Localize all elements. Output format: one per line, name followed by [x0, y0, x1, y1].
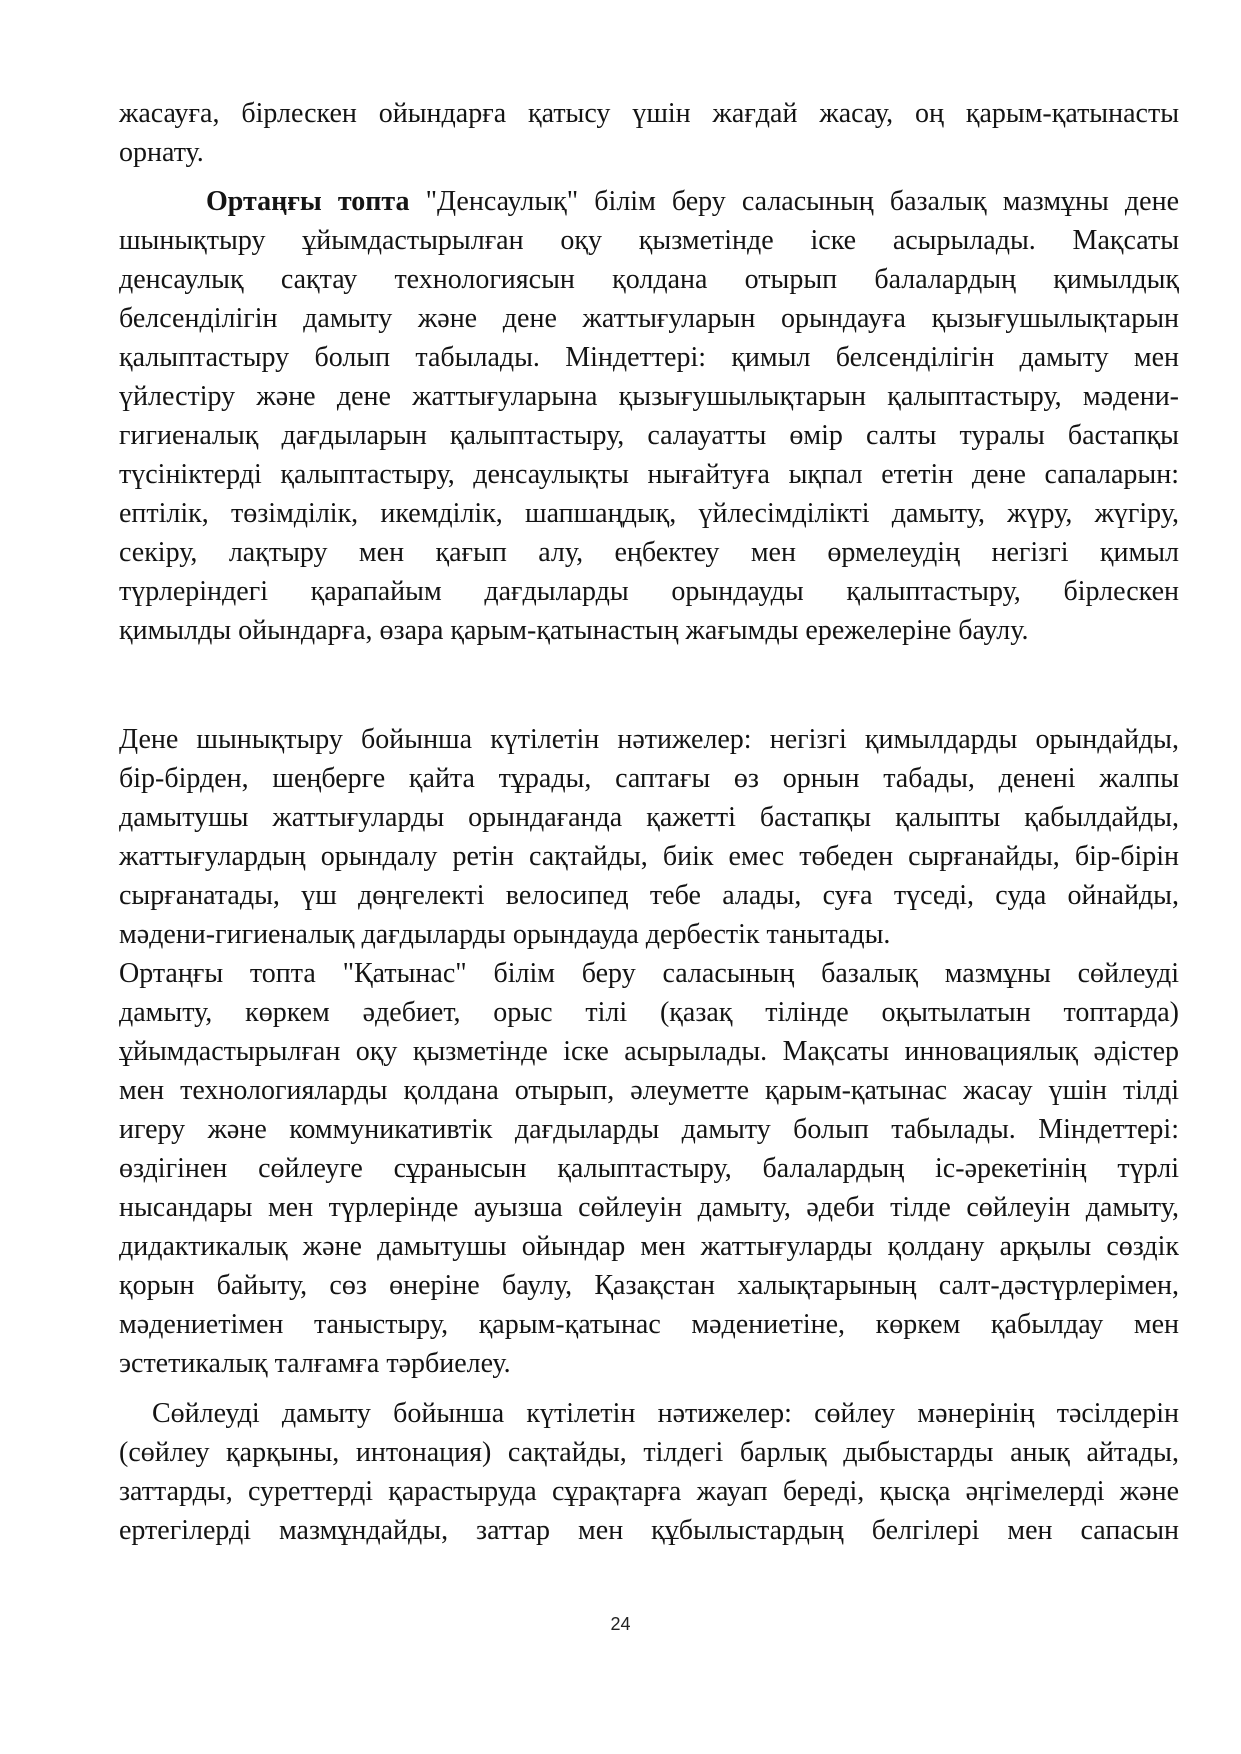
text-line: эстетикалық талғамға тәрбиелеу. — [119, 1348, 511, 1379]
paragraph-speech-results — [119, 1394, 1179, 1550]
text-line-lead — [119, 182, 1179, 221]
text-line: (сөйлеу қарқыны, интонация) сақтайды, тілдегі барлық дыбыстарды анық айтады, — [119, 1437, 1179, 1468]
text-line: дамытушы жаттығуларды орындағанда қажетті бастапқы қалыпты қабылдайды, — [119, 802, 1179, 833]
text-line: ұйымдастырылған оқу қызметінде іске асырылады. Мақсаты инновациялық әдістер — [119, 1036, 1179, 1067]
text-line: секіру, лақтыру мен қағып алу, еңбектеу мен өрмелеудің негізгі қимыл — [119, 537, 1179, 568]
page-number: 24 — [610, 1614, 631, 1634]
text-line: өздігінен сөйлеуге сұранысын қалыптастыру, балалардың іс-әрекетінің түрлі — [119, 1153, 1179, 1184]
text-line: мәдениетімен таныстыру, қарым-қатынас мәдениетіне, көркем қабылдау мен — [119, 1309, 1179, 1340]
text-line: шынықтыру ұйымдастырылған оқу қызметінде іске асырылады. Мақсаты — [119, 225, 1179, 256]
text-line: мен технологияларды қолдана отырып, әлеуметте қарым-қатынас жасау үшін тілді — [119, 1075, 1179, 1106]
text-line: игеру және коммуникативтік дағдыларды дамыту болып табылады. Міндеттері: — [119, 1114, 1179, 1145]
text-line: үйлестіру және дене жаттығуларына қызығушылықтарын қалыптастыру, мәдени- — [119, 381, 1179, 412]
text-line: денсаулық сақтау технологиясын қолдана отырып балалардың қимылдық — [119, 264, 1179, 295]
text-line: гигиеналық дағдыларын қалыптастыру, салауатты өмір салты туралы бастапқы — [119, 420, 1179, 451]
text-line: Дене шынықтыру бойынша күтілетін нәтижелер: негізгі қимылдарды орындайды, — [119, 724, 1179, 755]
paragraph-communication-area — [119, 954, 1179, 1383]
text-line: белсенділігін дамыту және дене жаттығуларын орындауға қызығушылықтарын — [119, 303, 1179, 334]
text-line: бір-бірден, шеңберге қайта тұрады, саптағы өз орнын табады, денені жалпы — [119, 763, 1179, 794]
text-line: дидактикалық және дамытушы ойындар мен жаттығуларды қолдану арқылы сөздік — [119, 1231, 1179, 1262]
paragraph-intro-continuation — [119, 94, 1179, 172]
text-line: жасауға, бірлескен ойындарға қатысу үшін жағдай жасау, оң қарым-қатынасты — [119, 98, 1179, 129]
lead-rest-text: "Денсаулық" білім беру саласының базалық мазмұны дене — [409, 186, 1179, 217]
text-line: дамыту, көркем әдебиет, орыс тілі (қазақ тілінде оқытылатын топтарда) — [119, 997, 1179, 1028]
paragraph-physical-results — [119, 720, 1179, 954]
text-line: ептілік, төзімділік, икемділік, шапшаңдық, үйлесімділікті дамыту, жүру, жүгіру, — [119, 498, 1179, 529]
text-line: жаттығулардың орындалу ретін сақтайды, биік емес төбеден сырғанайды, бір-бірін — [119, 841, 1179, 872]
text-line: орнату. — [119, 137, 204, 168]
text-line: қалыптастыру болып табылады. Міндеттері: қимыл белсенділігін дамыту мен — [119, 342, 1179, 373]
text-line: Сөйлеуді дамыту бойынша күтілетін нәтижелер: сөйлеу мәнерінің тәсілдерін — [152, 1398, 1179, 1429]
text-line: сырғанатады, үш дөңгелекті велосипед тебе алады, суға түседі, суда ойнайды, — [119, 880, 1179, 911]
text-line: заттарды, суреттерді қарастыруда сұрақтарға жауап береді, қысқа әңгімелерді және — [119, 1476, 1179, 1507]
bold-lead-phrase: Ортаңғы топта — [206, 186, 410, 217]
text-line: нысандары мен түрлерінде ауызша сөйлеуін дамыту, әдеби тілде сөйлеуін дамыту, — [119, 1192, 1179, 1223]
text-line: түрлеріндегі қарапайым дағдыларды орындауды қалыптастыру, бірлескен — [119, 576, 1179, 607]
text-line: ертегілерді мазмұндайды, заттар мен құбылыстардың белгілері мен сапасын — [119, 1515, 1179, 1546]
text-line: түсініктерді қалыптастыру, денсаулықты нығайтуға ықпал ететін дене сапаларын: — [119, 459, 1179, 490]
text-line: қимылды ойындарға, өзара қарым-қатынастың жағымды ережелеріне баулу. — [119, 615, 1029, 646]
paragraph-health-area — [119, 182, 1179, 650]
text-line: қорын байыту, сөз өнеріне баулу, Қазақстан халықтарының салт-дәстүрлерімен, — [119, 1270, 1179, 1301]
text-line: Ортаңғы топта "Қатынас" білім беру саласының базалық мазмұны сөйлеуді — [119, 958, 1179, 989]
text-line: мәдени-гигиеналық дағдыларды орындауда дербестік танытады. — [119, 919, 891, 950]
